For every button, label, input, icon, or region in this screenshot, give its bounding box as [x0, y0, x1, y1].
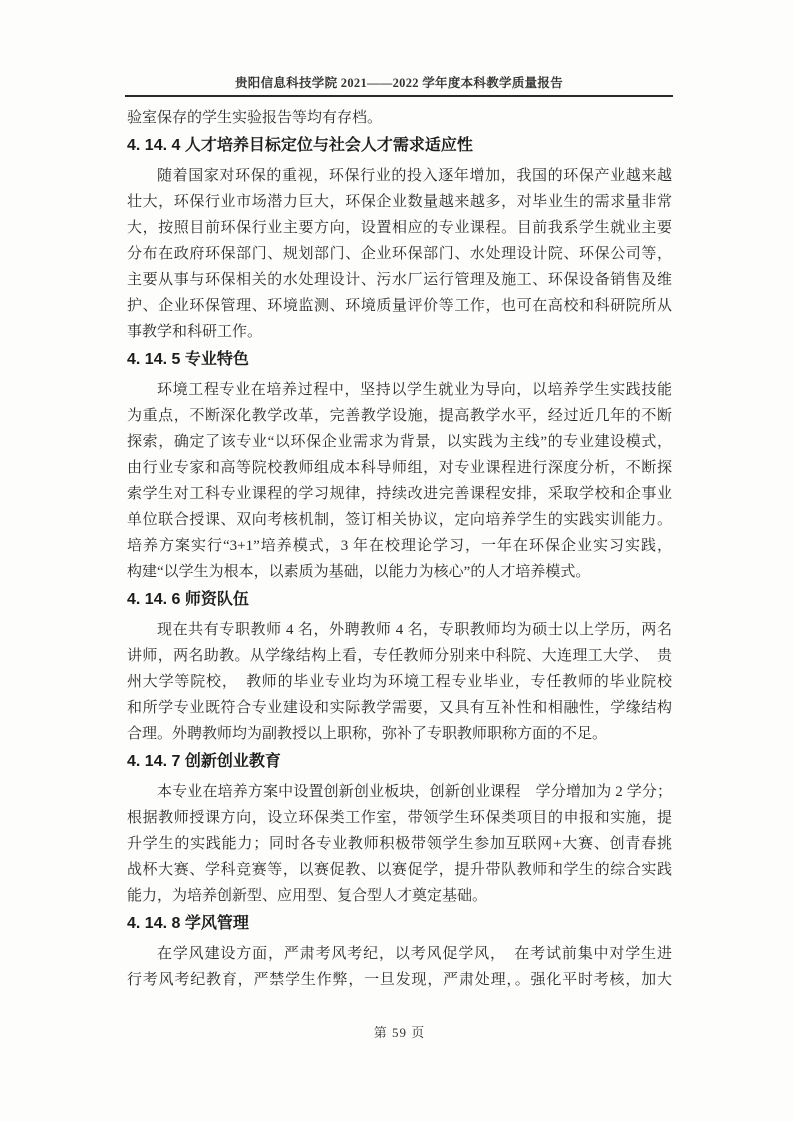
text-line: 分布在政府环保部门、规划部门、企业环保部门、水处理设计院、环保公司等， [127, 246, 672, 262]
document-body [127, 105, 672, 993]
section-heading: 4. 14. 7 创新创业教育 [127, 753, 281, 770]
paragraph [127, 377, 672, 585]
paragraph [127, 779, 672, 909]
text-line: 为重点，不断深化教学改革，完善教学设施，提高教学水平，经过近几年的不断 [127, 408, 672, 424]
text-line: 构建“以学生为根本，以素质为基础，以能力为核心”的人才培养模式。 [127, 564, 591, 580]
text-line: 州大学等院校， 教师的毕业专业均为环境工程专业毕业，专任教师的毕业院校 [127, 674, 672, 690]
text-line: 主要从事与环保相关的水处理设计、污水厂运行管理及施工、环保设备销售及维 [127, 272, 672, 288]
text-line: 探索，确定了该专业“以环保企业需求为背景，以实践为主线”的专业建设模式， [127, 434, 672, 450]
page-footer [127, 1022, 672, 1042]
text-line: 升学生的实践能力；同时各专业教师积极带领学生参加互联网+大赛、创青春挑 [127, 836, 672, 852]
text-line: 讲师，两名助教。从学缘结构上看，专任教师分别来中科院、大连理工大学、 贵 [127, 648, 672, 664]
text-line: 行考风考纪教育，严禁学生作弊，一旦发现，严肃处理，。强化平时考核，加大 [127, 972, 672, 988]
text-line: 由行业专家和高等院校教师组成本科导师组，对专业课程进行深度分析，不断探 [127, 460, 672, 476]
running-header-title: 贵阳信息科技学院 2021——2022 学年度本科教学质量报告 [234, 76, 564, 90]
text-line: 培养方案实行“3+1”培养模式，3 年在校理论学习，一年在环保企业实习实践， [127, 538, 672, 554]
text-line: 索学生对工科专业课程的学习规律，持续改进完善课程安排，采取学校和企事业 [127, 486, 672, 502]
text-line: 验室保存的学生实验报告等均有存档。 [127, 110, 383, 126]
section-heading: 4. 14. 4 人才培养目标定位与社会人才需求适应性 [127, 137, 473, 154]
paragraph [127, 163, 672, 345]
text-line: 和所学专业既符合专业建设和实际教学需要，又具有互补性和相融性，学缘结构 [127, 700, 672, 716]
paragraph [127, 941, 672, 993]
text-line: 根据教师授课方向，设立环保类工作室，带领学生环保类项目的申报和实施，提 [127, 810, 672, 826]
text-line: 事教学和科研工作。 [127, 324, 263, 340]
text-line: 随着国家对环保的重视，环保行业的投入逐年增加，我国的环保产业越来越 [157, 168, 672, 184]
page-header [125, 73, 673, 97]
text-line: 护、企业环保管理、环境监测、环境质量评价等工作，也可在高校和科研院所从 [127, 298, 672, 314]
text-line: 现在共有专职教师 4 名，外聘教师 4 名，专职教师均为硕士以上学历，两名 [157, 622, 672, 638]
text-line: 本专业在培养方案中设置创新创业板块，创新创业课程 学分增加为 2 学分； [157, 784, 672, 800]
text-line: 合理。外聘教师均为副教授以上职称，弥补了专职教师职称方面的不足。 [127, 726, 608, 742]
text-line: 壮大，环保行业市场潜力巨大，环保企业数量越来越多，对毕业生的需求量非常 [127, 194, 672, 210]
section-heading: 4. 14. 6 师资队伍 [127, 591, 249, 608]
text-line: 能力，为培养创新型、应用型、复合型人才奠定基础。 [127, 888, 488, 904]
section-heading: 4. 14. 5 专业特色 [127, 351, 249, 368]
text-line: 单位联合授课、双向考核机制，签订相关协议，定向培养学生的实践实训能力。 [127, 512, 672, 528]
page-number: 第 59 页 [373, 1025, 426, 1040]
text-line: 大，按照目前环保行业主要方向，设置相应的专业课程。目前我系学生就业主要 [127, 220, 672, 236]
text-line: 环境工程专业在培养过程中，坚持以学生就业为导向，以培养学生实践技能 [157, 382, 672, 398]
section-heading: 4. 14. 8 学风管理 [127, 915, 249, 932]
paragraph [127, 617, 672, 747]
text-line: 战杯大赛、学科竞赛等，以赛促教、以赛促学，提升带队教师和学生的综合实践 [127, 862, 672, 878]
text-line: 在学风建设方面，严肃考风考纪，以考风促学风， 在考试前集中对学生进 [157, 946, 672, 962]
